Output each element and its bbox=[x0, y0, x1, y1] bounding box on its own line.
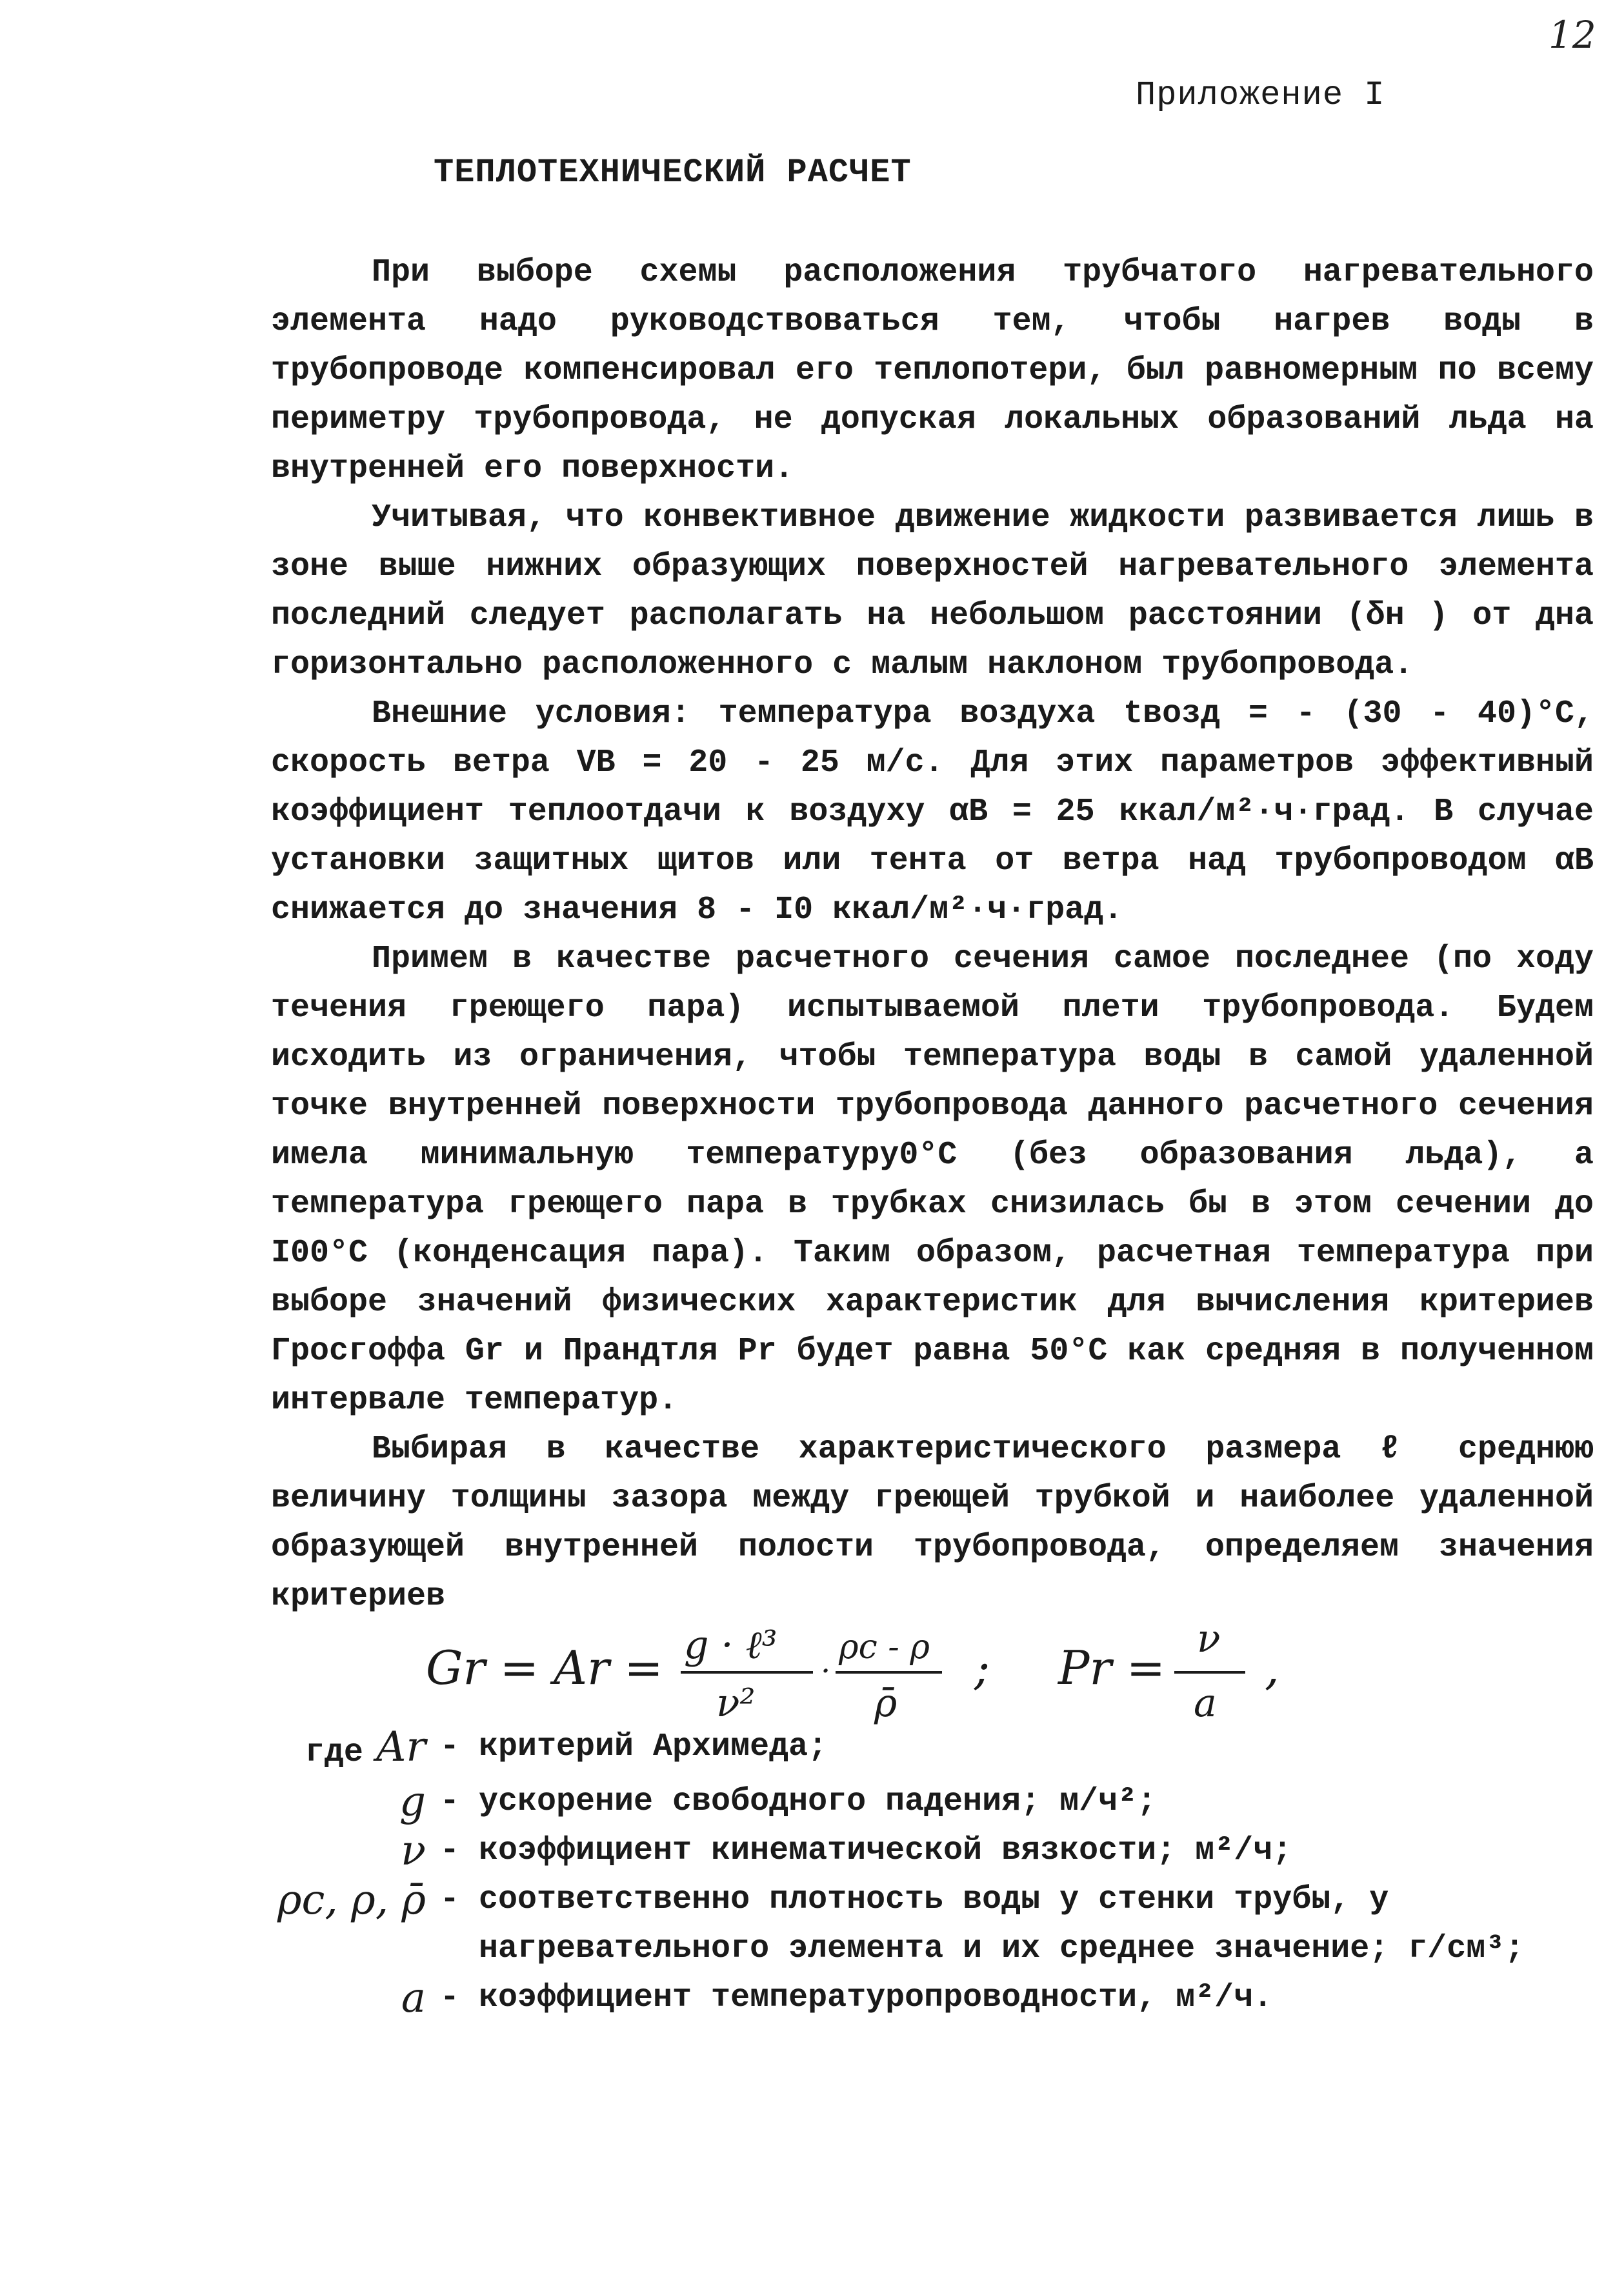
paragraph-5: Выбирая в качестве характеристического размера ℓ среднюю величину толщины зазора между греющей трубкой и наиболее удаленной образующей внутренней полости трубопровода, определяем значения критериев bbox=[271, 1431, 1594, 1615]
page-title: ТЕПЛОТЕХНИЧЕСКИЙ РАСЧЕТ bbox=[434, 154, 912, 192]
legend-row bbox=[219, 1827, 1607, 1876]
body-text bbox=[271, 248, 1594, 1621]
legend-row bbox=[219, 1876, 1607, 1974]
legend-text: коэффициент температуропроводности, м²/ч. bbox=[479, 1979, 1273, 2016]
formula-num-right: ρс - ρ bbox=[839, 1628, 930, 1667]
legend-dash: - bbox=[440, 1832, 460, 1869]
legend-row bbox=[219, 1974, 1607, 2023]
formula-pr-lhs: Pr = bbox=[1058, 1641, 1166, 1695]
formula-den-right: ρ̄ bbox=[874, 1681, 897, 1726]
paragraph-4: Примем в качестве расчетного сечения самое последнее (по ходу течения греющего пара) испытываемой плети трубопровода. Будем исходить из ограничения, чтобы температура воды в самой удаленной точке внутренней поверхности трубопровода данного расчетного сечения имела минимальную температуру0°С (без образования льда), а температура греющего пара в трубках снизилась бы в этом сечении до I00°С (конденсация пара). Таким образом, расчетная температура при выборе значений физических характеристик для вычисления критериев Гросгоффа Gr и Прандтля Pr будет равна 50°С как средняя в полученном интервале температур. bbox=[271, 941, 1594, 1419]
legend-text: коэффициент кинематической вязкости; м²/ч; bbox=[479, 1832, 1292, 1869]
legend-dash: - bbox=[440, 1979, 460, 2016]
paragraph-3: Внешние условия: температура воздуха tвозд = - (30 - 40)°С, скорость ветра VВ = 20 - 25 м/с. Для этих параметров эффективный коэффициент теплоотдачи к воздуху αВ = 25 ккал/м²·ч·град. В случае установки защитных щитов или тента от ветра над трубопроводом αВ снижается до значения 8 - I0 ккал/м²·ч·град. bbox=[271, 696, 1594, 928]
legend-dash: - bbox=[440, 1881, 460, 1918]
legend-row bbox=[219, 1777, 1607, 1827]
legend-text: критерий Архимеда; bbox=[479, 1728, 828, 1765]
formula-lhs: Gr = Ar = bbox=[426, 1641, 663, 1695]
legend-symbol: ρс, ρ, ρ̄ bbox=[277, 1876, 426, 1924]
legend-where: где bbox=[305, 1734, 363, 1771]
legend-text: ускорение свободного падения; м/ч²; bbox=[479, 1783, 1157, 1820]
legend-row bbox=[219, 1723, 1607, 1777]
legend-dash: - bbox=[440, 1728, 460, 1765]
paragraph-1: При выборе схемы расположения трубчатого нагревательного элемента надо руководствоваться тем, чтобы нагрев воды в трубопроводе компенсировал его теплопотери, был равномерным по всему периметру трубопровода, не допуская локальных образований льда на внутренней его поверхности. bbox=[271, 254, 1594, 487]
appendix-label: Приложение I bbox=[1136, 76, 1385, 114]
legend-dash: - bbox=[440, 1783, 460, 1820]
legend-text: соответственно плотность воды у стенки трубы, у нагревательного элемента и их среднее значение; г/см³; bbox=[479, 1881, 1525, 1967]
formula-pr-den: a bbox=[1194, 1681, 1217, 1726]
formula-separator: ; bbox=[974, 1641, 990, 1695]
formula-dot: · bbox=[821, 1653, 831, 1689]
criteria-formula bbox=[426, 1607, 1329, 1736]
formula-end: , bbox=[1265, 1641, 1279, 1695]
legend-symbol: g bbox=[399, 1778, 426, 1826]
formula-den-left: ν² bbox=[716, 1681, 756, 1726]
legend-symbol: где Ar bbox=[305, 1723, 426, 1771]
formula-num-left: g · ℓ³ bbox=[684, 1623, 777, 1668]
formula-pr-num: ν bbox=[1197, 1616, 1221, 1661]
page-number: 12 bbox=[1549, 13, 1596, 57]
legend-symbol: a bbox=[401, 1974, 426, 2022]
paragraph-2: Учитывая, что конвективное движение жидкости развивается лишь в зоне выше нижних образующих поверхностей нагревательного элемента последний следует располагать на небольшом расстоянии (δн ) от дна горизонтально расположенного с малым наклоном трубопровода. bbox=[271, 499, 1594, 683]
legend-symbol: ν bbox=[401, 1827, 426, 1875]
symbol-legend bbox=[219, 1723, 1607, 2023]
